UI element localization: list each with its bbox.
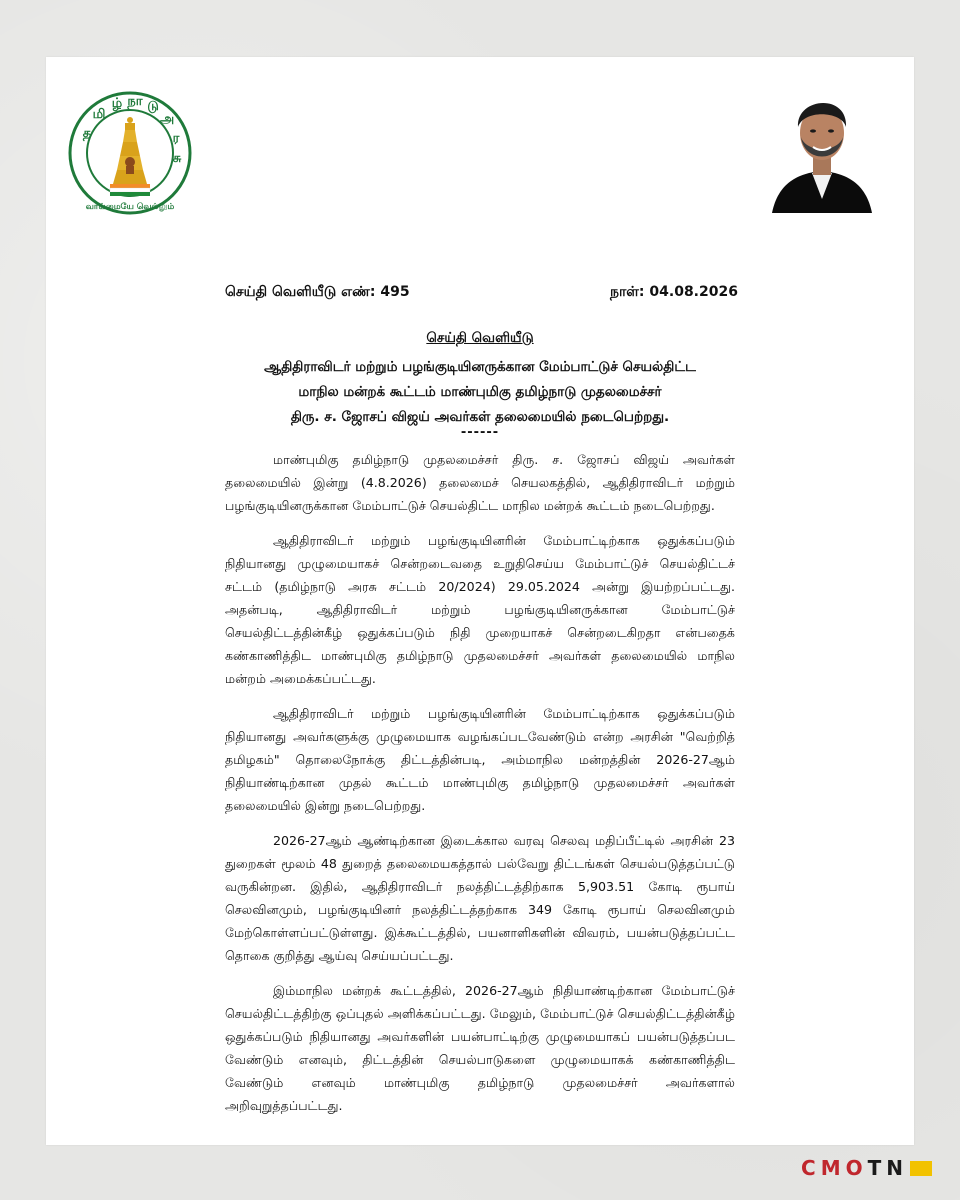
subject-line: ஆதிதிராவிடர் மற்றும் பழங்குடியினருக்கான மேம்பாட்டுச் செயல்திட்ட xyxy=(264,359,696,375)
tamil-nadu-emblem xyxy=(55,90,205,216)
svg-text:டு: டு xyxy=(147,99,159,114)
svg-text:நா: நா xyxy=(127,94,143,109)
body-paragraph: மாண்புமிகு தமிழ்நாடு முதலமைச்சர் திரு. ச. ஜோசப் விஜய் அவர்கள் தலைமையில் இன்று (4.8.2026) தலைமைச் செயலகத்தில், ஆதிதிராவிடர் மற்றும் பழங்குடியினருக்கான மேம்பாட்டுச் செயல்திட்ட மாநில மன்றக் கூட்டம் நடைபெற்றது. xyxy=(225,452,735,513)
subject-block xyxy=(225,355,735,430)
subject-line: மாநில மன்றக் கூட்டம் மாண்புமிகு தமிழ்நாடு முதலமைச்சர் xyxy=(298,384,662,400)
separator: ------ xyxy=(460,425,500,440)
release-number: செய்தி வெளியீடு எண்: 495 xyxy=(225,284,410,300)
cmotn-logo xyxy=(801,1156,932,1180)
body-paragraph: ஆதிதிராவிடர் மற்றும் பழங்குடியினரின் மேம்பாட்டிற்காக ஒதுக்கப்படும் நிதியானது முழுமையாகச் சென்றடைவதை உறுதிசெய்ய மேம்பாட்டுச் செயல்திட்டச் சட்டம் (தமிழ்நாடு அரசு சட்டம் 20/2024) 29.05.2024 அன்று இயற்றப்பட்டது. அதன்படி, ஆதிதிராவிடர் மற்றும் பழங்குடியினருக்கான மேம்பாட்டுச் செயல்திட்டத்தின்கீழ் ஒதுக்கப்படும் நிதி முறையாகச் சென்றடைகிறதா என்பதைக் கண்காணித்திட மாண்புமிகு தமிழ்நாடு முதலமைச்சர் அவர்கள் தலைமையில் மாநில மன்றம் அமைக்கப்பட்டது. xyxy=(225,533,735,686)
body-paragraph: இம்மாநில மன்றக் கூட்டத்தில், 2026-27ஆம் நிதியாண்டிற்கான மேம்பாட்டுச் செயல்திட்டத்திற்கு ஒப்புதல் அளிக்கப்பட்டது. மேலும், மேம்பாட்டுச் செயல்திட்டத்தின்கீழ் ஒதுக்கப்படும் நிதியானது அவர்களின் பயன்பாட்டிற்கு முழுமையாகப் பயன்படுத்தப்பட வேண்டும் எனவும், திட்டத்தின் செயல்பாடுகளை முழுமையாகக் கண்காணித்திட வேண்டும் எனவும் மாண்புமிகு தமிழ்நாடு முதலமைச்சர் அவர்களால் அறிவுறுத்தப்பட்டது. xyxy=(225,983,735,1113)
release-body xyxy=(225,448,735,1129)
svg-text:மி: மி xyxy=(92,107,106,122)
subject-line: திரு. ச. ஜோசப் விஜய் அவர்கள் தலைமையில் நடைபெற்றது. xyxy=(290,409,670,425)
chief-minister-portrait xyxy=(768,75,876,213)
svg-text:ர: ர xyxy=(172,131,180,146)
body-paragraph: ஆதிதிராவிடர் மற்றும் பழங்குடியினரின் மேம்பாட்டிற்காக ஒதுக்கப்படும் நிதியானது அவர்களுக்கு முழுமையாக வழங்கப்படவேண்டும் என்ற அரசின் "வெற்றித் தமிழகம்" தொலைநோக்கு திட்டத்தின்படி, அம்மாநில மன்றத்தின் 2026-27ஆம் நிதியாண்டிற்கான முதல் கூட்டம் மாண்புமிகு தமிழ்நாடு முதலமைச்சர் அவர்கள் தலைமையில் இன்று நடைபெற்றது. xyxy=(225,706,735,813)
svg-text:ழ்: ழ் xyxy=(111,96,123,111)
svg-text:சு: சு xyxy=(172,151,182,166)
logo-text-tn: TN xyxy=(867,1156,908,1180)
svg-text:அ: அ xyxy=(159,112,175,127)
body-paragraph: 2026-27ஆம் ஆண்டிற்கான இடைக்கால வரவு செலவு மதிப்பீட்டில் அரசின் 23 துறைகள் மூலம் 48 துறைத் தலைமையகத்தால் பல்வேறு திட்டங்கள் செயல்படுத்தப்பட்டு வருகின்றன. இதில், ஆதிதிராவிடர் நலத்திட்டத்திற்காக 5,903.51 கோடி ரூபாய் செலவினமும், பழங்குடியினர் நலத்திட்டத்தற்காக 349 கோடி ரூபாய் செலவினமும் மேற்கொள்ளப்பட்டுள்ளது. இக்கூட்டத்தில், பயனாளிகளின் விவரம், பயன்படுத்தப்பட்ட தொகை குறித்து ஆய்வு செய்யப்பட்டது. xyxy=(225,833,735,963)
svg-text:த: த xyxy=(82,126,92,141)
release-date: நாள்: 04.08.2026 xyxy=(610,284,738,300)
press-release-heading: செய்தி வெளியீடு xyxy=(426,330,534,346)
logo-bar xyxy=(910,1161,932,1176)
emblem-motto: வாய்மையே வெல்லும் xyxy=(85,202,175,212)
logo-text-cmo: CMO xyxy=(801,1156,868,1180)
